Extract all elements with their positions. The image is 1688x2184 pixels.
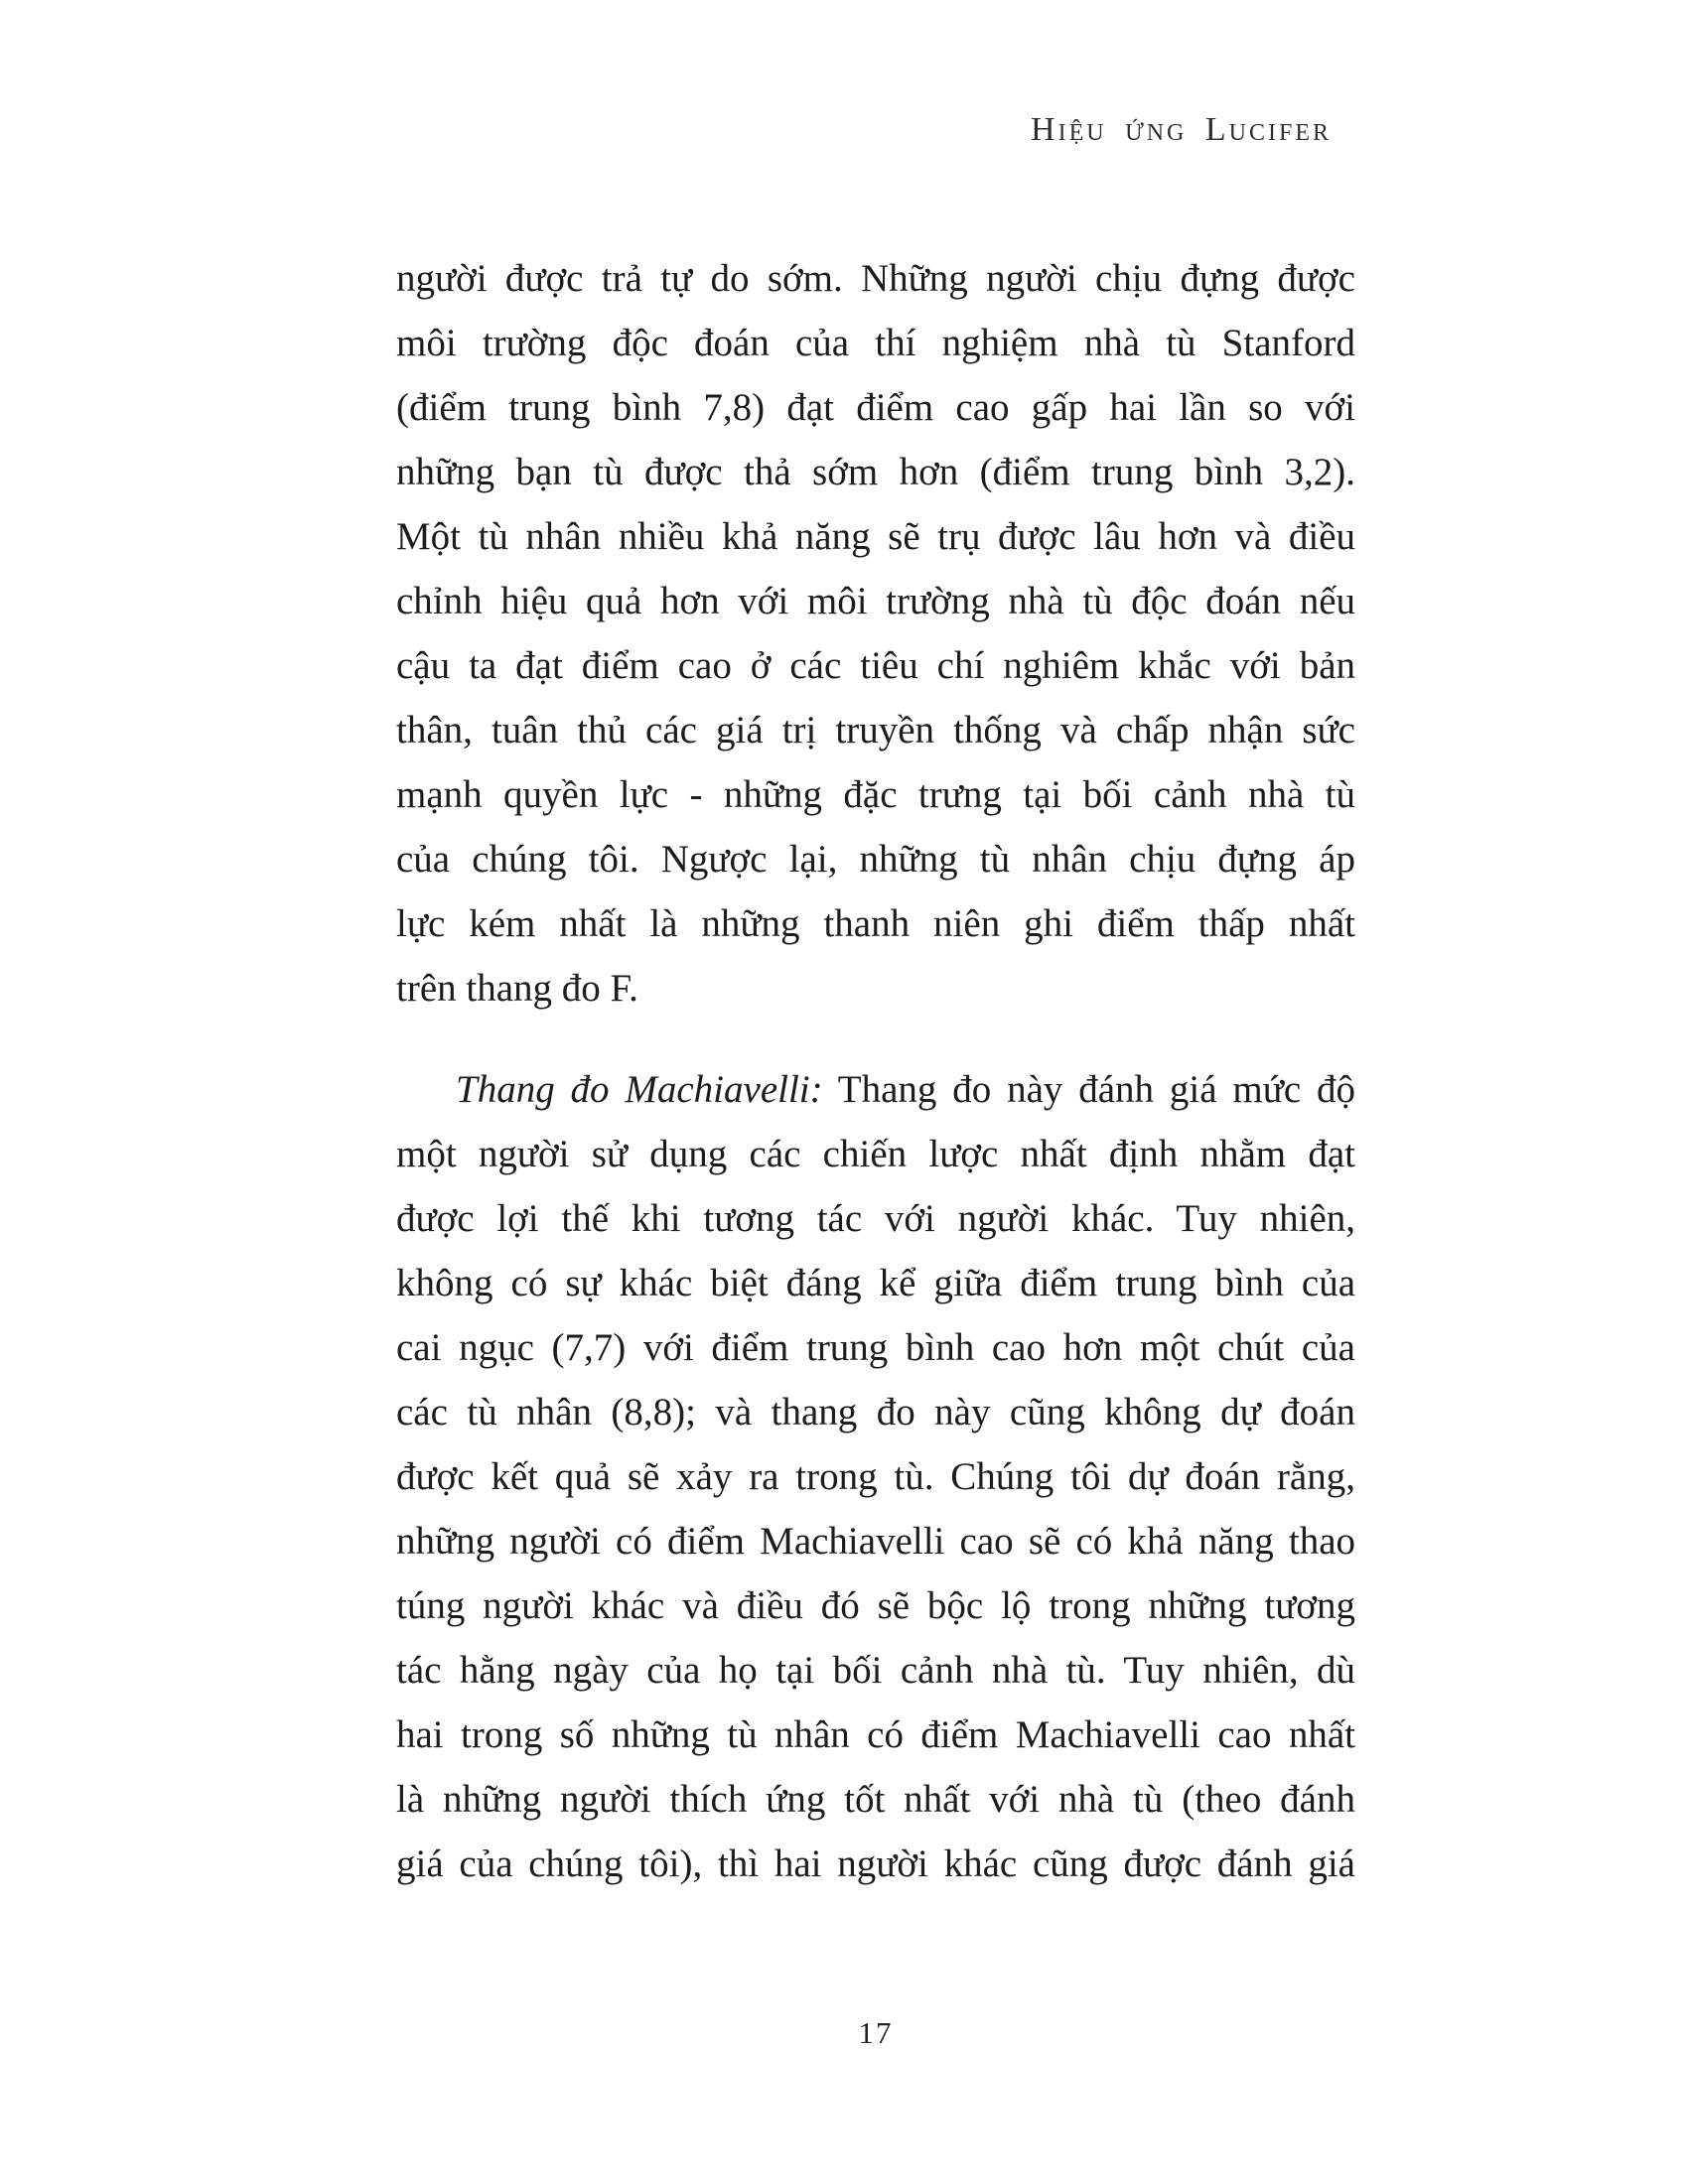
text-line: cai ngục (7,7) với điểm trung bình cao hơn một chút của <box>396 1326 1355 1369</box>
text-line: những bạn tù được thả sớm hơn (điểm trung bình 3,2). <box>396 451 1355 493</box>
text-line: là những người thích ứng tốt nhất với nhà tù (theo đánh <box>396 1778 1355 1821</box>
text-line: người được trả tự do sớm. Những người chịu đựng được <box>396 257 1355 300</box>
text-line: cậu ta đạt điểm cao ở các tiêu chí nghiêm khắc với bản <box>396 644 1355 687</box>
running-header: Hiệu ứng Lucifer <box>1031 111 1332 148</box>
first-line-rest: Thang đo này đánh giá mức độ <box>837 1068 1355 1111</box>
text-line: được lợi thế khi tương tác với người khác. Tuy nhiên, <box>396 1197 1355 1240</box>
text-line: không có sự khác biệt đáng kể giữa điểm trung bình của <box>396 1262 1355 1304</box>
text-line: tác hằng ngày của họ tại bối cảnh nhà tù. Tuy nhiên, dù <box>396 1649 1355 1692</box>
text-line: của chúng tôi. Ngược lại, những tù nhân chịu đựng áp <box>396 838 1355 881</box>
text-line: mạnh quyền lực - những đặc trưng tại bối cảnh nhà tù <box>396 773 1355 816</box>
text-line: những người có điểm Machiavelli cao sẽ có khả năng thao <box>396 1520 1355 1563</box>
text-line: túng người khác và điều đó sẽ bộc lộ trong những tương <box>396 1584 1355 1627</box>
text-line: chỉnh hiệu quả hơn với môi trường nhà tù độc đoán nếu <box>396 580 1355 622</box>
text-line: một người sử dụng các chiến lược nhất định nhằm đạt <box>396 1133 1355 1175</box>
paragraph-2 <box>396 1057 1355 1896</box>
page-content <box>396 246 1355 1896</box>
page-number: 17 <box>858 2015 894 2050</box>
italic-lead-in: Thang đo Machiavelli: <box>456 1068 823 1111</box>
text-line: trên thang đo F. <box>396 967 638 1010</box>
text-line: thân, tuân thủ các giá trị truyền thống và chấp nhận sức <box>396 709 1355 751</box>
paragraph-1 <box>396 246 1355 1021</box>
text-line: giá của chúng tôi), thì hai người khác cũng được đánh giá <box>396 1843 1355 1885</box>
text-line: được kết quả sẽ xảy ra trong tù. Chúng tôi dự đoán rằng, <box>396 1455 1355 1498</box>
paragraph-2-first-line <box>396 1057 1355 1122</box>
text-line: Một tù nhân nhiều khả năng sẽ trụ được lâu hơn và điều <box>396 515 1355 558</box>
text-line: lực kém nhất là những thanh niên ghi điểm thấp nhất <box>396 902 1355 945</box>
text-line: (điểm trung bình 7,8) đạt điểm cao gấp hai lần so với <box>396 386 1355 429</box>
text-line: các tù nhân (8,8); và thang đo này cũng không dự đoán <box>396 1391 1355 1433</box>
text-line: môi trường độc đoán của thí nghiệm nhà tù Stanford <box>396 322 1355 364</box>
text-line: hai trong số những tù nhân có điểm Machiavelli cao nhất <box>396 1713 1355 1756</box>
